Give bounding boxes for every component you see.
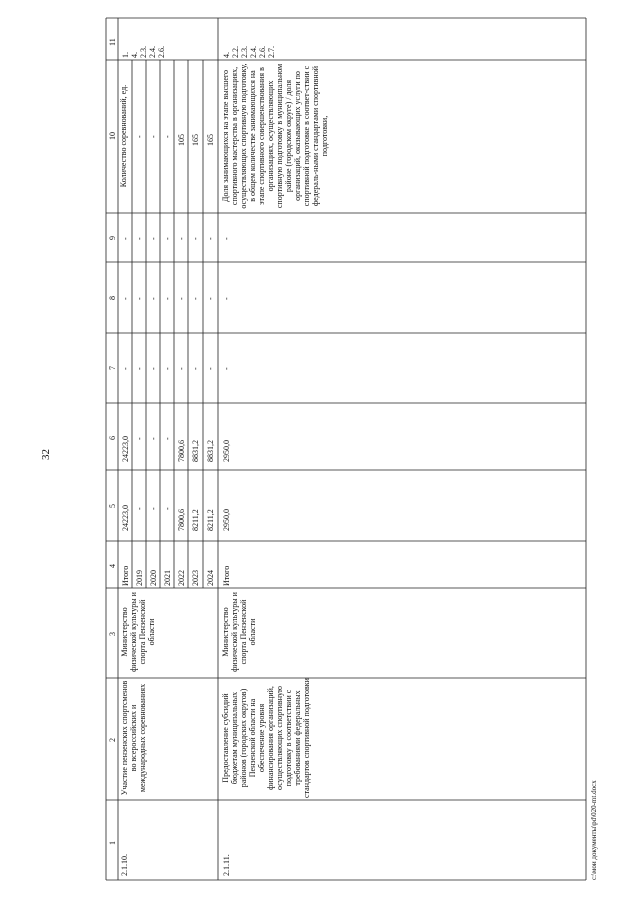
- footer-path: c:\мои документы\pd\020-mt.docx: [590, 780, 598, 880]
- col6-value: 2950,0: [222, 440, 231, 462]
- col9-value: -: [135, 237, 144, 240]
- row-number: 2.1.11.: [222, 854, 231, 876]
- year-2022: 2022: [177, 570, 186, 586]
- col6-value: -: [163, 437, 172, 440]
- col8-value: -: [135, 297, 144, 300]
- col5-value: 24223,0: [121, 505, 130, 531]
- row-executor: Министерство физической культуры и спорта Пензенской области: [120, 592, 156, 672]
- col8-value: -: [222, 297, 231, 300]
- col7-value: -: [135, 367, 144, 370]
- col6-value: -: [149, 437, 158, 440]
- col5-value: 7800,6: [177, 509, 186, 531]
- header-col-4: 4: [108, 564, 117, 568]
- header-col-6: 6: [108, 436, 117, 440]
- col7-value: -: [191, 367, 200, 370]
- link-item: 2.3.: [240, 46, 249, 58]
- header-col-3: 3: [108, 632, 117, 636]
- link-item: 2.6.: [157, 46, 166, 58]
- col10-value: 105: [177, 134, 186, 146]
- page-number: 32: [40, 449, 52, 460]
- header-col-7: 7: [108, 366, 117, 370]
- col8-value: -: [121, 297, 130, 300]
- header-col-1: 1: [108, 841, 117, 845]
- year-2019: 2019: [135, 570, 144, 586]
- col10-value: -: [135, 135, 144, 138]
- link-item: 2.3.: [139, 46, 148, 58]
- col5-value: -: [135, 507, 144, 510]
- col10-value: 165: [206, 134, 215, 146]
- year-total: Итого: [222, 565, 231, 586]
- link-item: 1.: [121, 52, 130, 58]
- header-col-11: 11: [108, 38, 117, 46]
- col6-value: 8831,2: [206, 440, 215, 462]
- col7-value: -: [177, 367, 186, 370]
- year-total: Итого: [121, 565, 130, 586]
- col5-value: -: [163, 507, 172, 510]
- row-name: Предоставление субсидий бюджетам муниципальных районов (городских округов) Пензенской области на обеспечение уровня финансирования организаций, осуществляющих спортивную подготовку в соответствии с требованиями федеральных стандартов спортивной подготовки: [221, 678, 311, 798]
- link-item: 2.4.: [148, 46, 157, 58]
- col6-value: 7800,6: [177, 440, 186, 462]
- year-2021: 2021: [163, 570, 172, 586]
- col10-value: -: [149, 135, 158, 138]
- row-executor: Министерство физической культуры и спорта Пензенской области: [221, 592, 257, 672]
- col7-value: -: [222, 367, 231, 370]
- header-col-9: 9: [108, 236, 117, 240]
- col9-value: -: [149, 237, 158, 240]
- col5-value: 8211,2: [206, 509, 215, 531]
- col6-value: 8831,2: [191, 440, 200, 462]
- link-item: 2.6.: [258, 46, 267, 58]
- row-number: 2.1.10.: [120, 854, 129, 876]
- link-item: 2.2.: [231, 46, 240, 58]
- col9-value: -: [206, 237, 215, 240]
- col8-value: -: [191, 297, 200, 300]
- col5-value: 2950,0: [222, 509, 231, 531]
- col9-value: -: [191, 237, 200, 240]
- link-item: 4.: [130, 52, 139, 58]
- col7-value: -: [121, 367, 130, 370]
- header-col-8: 8: [108, 296, 117, 300]
- link-item: 4.: [222, 52, 231, 58]
- header-col-2: 2: [108, 738, 117, 742]
- row-name: Участие пензенских спортсменов во всероссийских и международных соревнованиях: [120, 680, 147, 796]
- col10-value: 165: [191, 134, 200, 146]
- col8-value: -: [163, 297, 172, 300]
- col9-value: -: [163, 237, 172, 240]
- link-item: 2.4.: [249, 46, 258, 58]
- col6-value: 24223,0: [121, 436, 130, 462]
- col9-value: -: [222, 237, 231, 240]
- year-2023: 2023: [191, 570, 200, 586]
- col7-value: -: [163, 367, 172, 370]
- col6-value: -: [135, 437, 144, 440]
- col8-value: -: [177, 297, 186, 300]
- col7-value: -: [206, 367, 215, 370]
- indicator-description: Доля занимающихся на этапе высшего спортивного мастерства в организациях, осуществляющих спортивную подготовку, в общем количестве занимающихся на этапе спортивного совершенствования в организациях, осуществляющих спортивную подготовку в муниципальном районе (городском округе) / доля организаций, оказывающих услуги по спортивной подготовке в соответ-ствии с федераль-ными стандартами спортивной подготовки,: [221, 63, 329, 209]
- indicator-label: Количество соревнований, ед.: [119, 84, 128, 188]
- col9-value: -: [177, 237, 186, 240]
- col9-value: -: [121, 237, 130, 240]
- link-item: 2.7.: [267, 46, 276, 58]
- header-col-5: 5: [108, 504, 117, 508]
- col8-value: -: [149, 297, 158, 300]
- col5-value: 8211,2: [191, 509, 200, 531]
- col8-value: -: [206, 297, 215, 300]
- col7-value: -: [149, 367, 158, 370]
- year-2020: 2020: [149, 570, 158, 586]
- year-2024: 2024: [206, 570, 215, 586]
- col5-value: -: [149, 507, 158, 510]
- header-col-10: 10: [108, 132, 117, 140]
- col10-value: -: [163, 135, 172, 138]
